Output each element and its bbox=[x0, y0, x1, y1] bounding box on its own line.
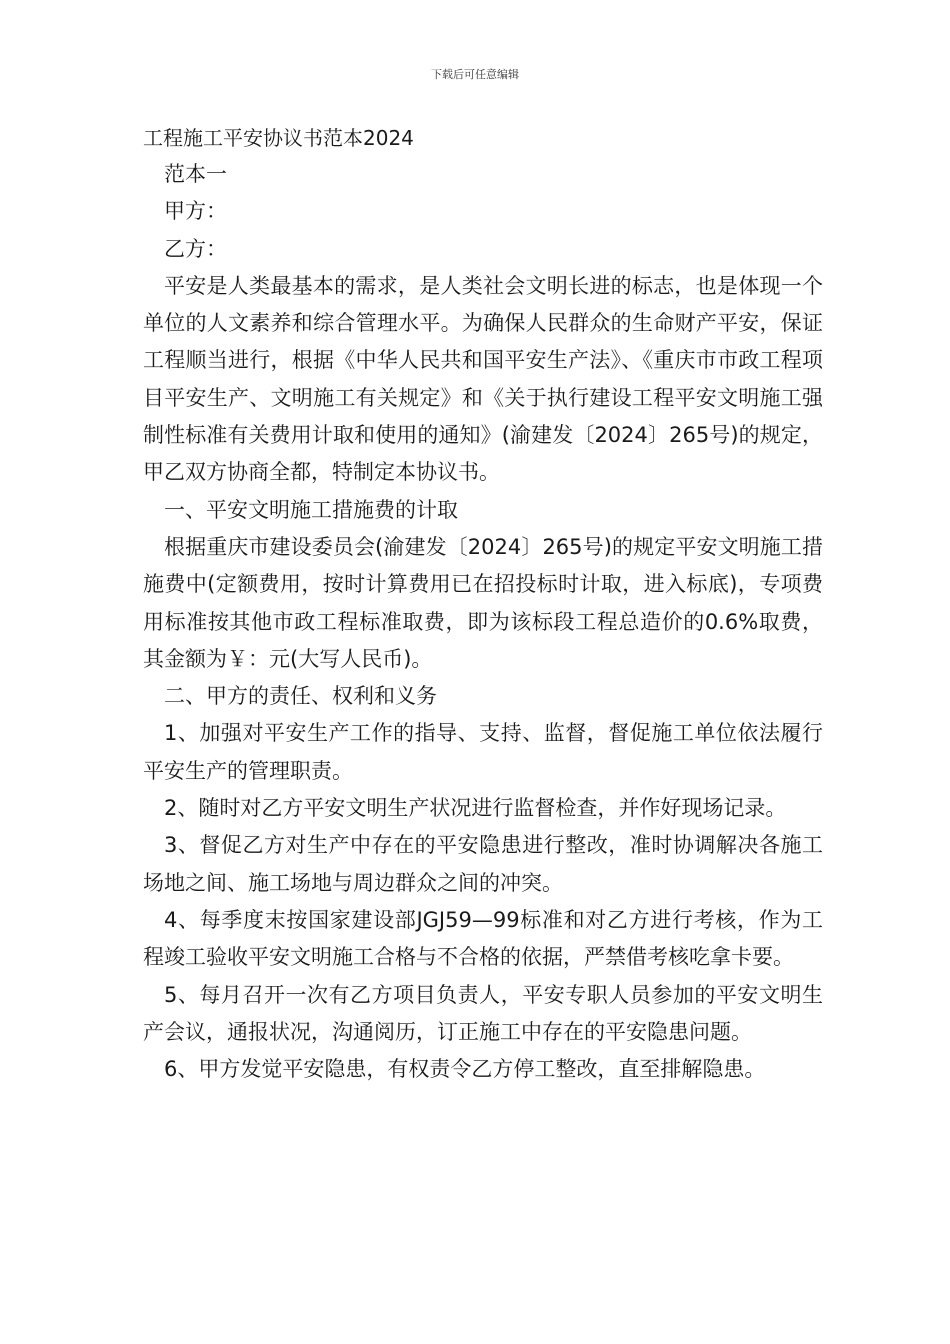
clause-3: 3、督促乙方对生产中存在的平安隐患进行整改，准时协调解决各施工场地之间、施工场地与周边群众之间的冲突。 bbox=[143, 833, 823, 895]
document-title: 工程施工平安协议书范本2024 bbox=[143, 126, 414, 150]
paragraph-intro: 平安是人类最基本的需求，是人类社会文明长进的标志，也是体现一个单位的人文素养和综合管理水平。为确保人民群众的生命财产平安，保证工程顺当进行，根据《中华人民共和国平安生产法》、《重庆市市政工程项目平安生产、文明施工有关规定》和《关于执行建设工程平安文明施工强制性标准有关费用计取和使用的通知》(渝建发〔2024〕265号)的规定，甲乙双方协商全都，特制定本协议书。 bbox=[143, 273, 823, 485]
paragraph-version: 范本一 bbox=[164, 162, 227, 186]
clause-6: 6、甲方发觉平安隐患，有权责令乙方停工整改，直至排解隐患。 bbox=[164, 1057, 766, 1082]
document-page bbox=[143, 120, 823, 1088]
clause-2: 2、随时对乙方平安文明生产状况进行监督检查，并作好现场记录。 bbox=[164, 796, 787, 821]
paragraph-fee: 根据重庆市建设委员会(渝建发〔2024〕265号)的规定平安文明施工措施费中(定额费用，按时计算费用已在招投标时计取，进入标底)，专项费用标准按其他市政工程标准取费，即为该标段工程总造价的0.6%取费，其金额为￥：元(大写人民币)。 bbox=[143, 534, 823, 671]
section-heading-2: 二、甲方的责任、权利和义务 bbox=[164, 684, 437, 709]
clause-1: 1、加强对平安生产工作的指导、支持、监督，督促施工单位依法履行平安生产的管理职责。 bbox=[143, 721, 823, 783]
clause-4: 4、每季度末按国家建设部JGJ59—99标准和对乙方进行考核，作为工程竣工验收平安文明施工合格与不合格的依据，严禁借考核吃拿卡要。 bbox=[143, 907, 823, 970]
paragraph-party-b: 乙方： bbox=[164, 236, 227, 261]
paragraph-party-a: 甲方： bbox=[164, 199, 227, 224]
clause-5: 5、每月召开一次有乙方项目负责人，平安专职人员参加的平安文明生产会议，通报状况，沟通阅历，订正施工中存在的平安隐患问题。 bbox=[143, 982, 823, 1044]
header-note: 下载后可任意编辑 bbox=[431, 68, 519, 81]
section-heading-1: 一、平安文明施工措施费的计取 bbox=[164, 497, 458, 522]
